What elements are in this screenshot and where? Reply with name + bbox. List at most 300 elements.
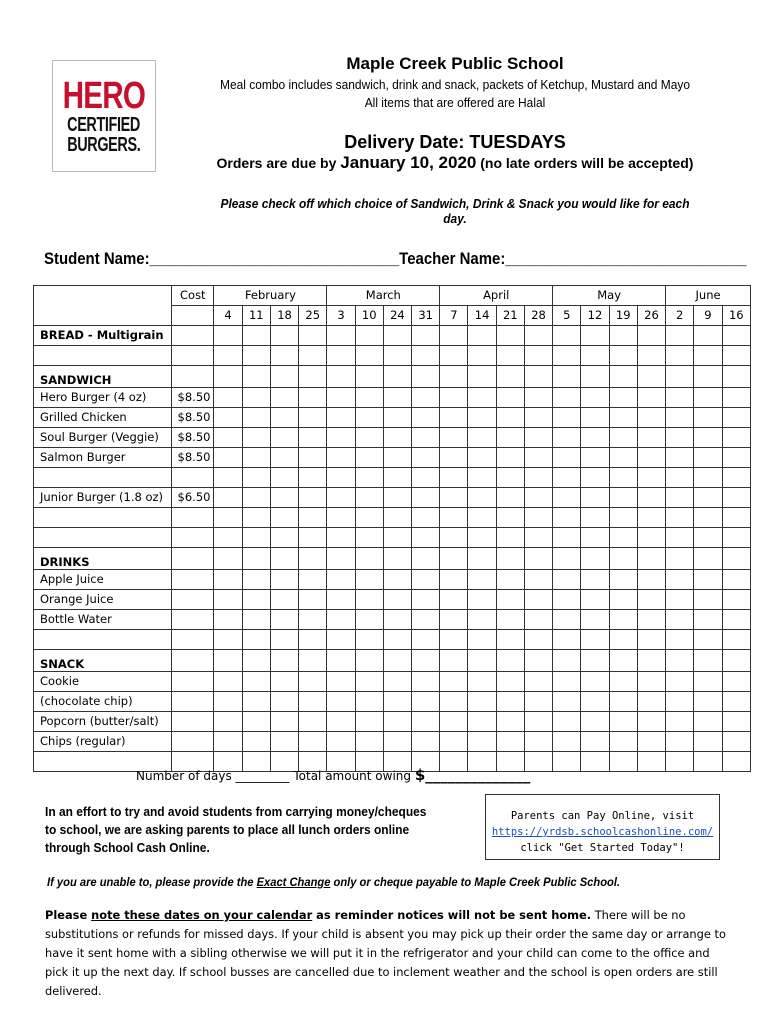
order-checkbox-cell[interactable]	[553, 408, 581, 428]
order-checkbox-cell[interactable]	[553, 610, 581, 630]
order-checkbox-cell[interactable]	[609, 388, 637, 408]
order-checkbox-cell[interactable]	[440, 692, 468, 712]
order-checkbox-cell[interactable]	[327, 508, 355, 528]
order-checkbox-cell[interactable]	[214, 610, 242, 630]
order-checkbox-cell[interactable]	[609, 468, 637, 488]
order-checkbox-cell[interactable]	[581, 448, 609, 468]
order-checkbox-cell[interactable]	[524, 468, 552, 488]
order-checkbox-cell[interactable]	[412, 346, 440, 366]
order-checkbox-cell[interactable]	[524, 388, 552, 408]
order-checkbox-cell[interactable]	[637, 448, 665, 468]
order-checkbox-cell[interactable]	[722, 388, 750, 408]
order-checkbox-cell[interactable]	[355, 528, 383, 548]
order-checkbox-cell[interactable]	[694, 752, 722, 772]
order-checkbox-cell[interactable]	[581, 388, 609, 408]
order-checkbox-cell[interactable]	[383, 590, 411, 610]
order-checkbox-cell[interactable]	[694, 672, 722, 692]
order-checkbox-cell[interactable]	[214, 712, 242, 732]
order-checkbox-cell[interactable]	[553, 570, 581, 590]
order-checkbox-cell[interactable]	[440, 408, 468, 428]
order-checkbox-cell[interactable]	[299, 650, 327, 672]
order-checkbox-cell[interactable]	[496, 326, 524, 346]
order-checkbox-cell[interactable]	[299, 428, 327, 448]
order-checkbox-cell[interactable]	[355, 428, 383, 448]
order-checkbox-cell[interactable]	[440, 366, 468, 388]
order-checkbox-cell[interactable]	[496, 528, 524, 548]
order-checkbox-cell[interactable]	[496, 448, 524, 468]
order-checkbox-cell[interactable]	[637, 610, 665, 630]
order-checkbox-cell[interactable]	[327, 448, 355, 468]
order-checkbox-cell[interactable]	[270, 366, 298, 388]
order-checkbox-cell[interactable]	[553, 650, 581, 672]
order-checkbox-cell[interactable]	[666, 712, 694, 732]
order-checkbox-cell[interactable]	[524, 610, 552, 630]
order-checkbox-cell[interactable]	[524, 428, 552, 448]
order-checkbox-cell[interactable]	[412, 548, 440, 570]
order-checkbox-cell[interactable]	[468, 630, 496, 650]
order-checkbox-cell[interactable]	[440, 548, 468, 570]
order-checkbox-cell[interactable]	[637, 408, 665, 428]
order-checkbox-cell[interactable]	[270, 528, 298, 548]
order-checkbox-cell[interactable]	[214, 630, 242, 650]
order-checkbox-cell[interactable]	[383, 650, 411, 672]
order-checkbox-cell[interactable]	[524, 346, 552, 366]
order-checkbox-cell[interactable]	[468, 408, 496, 428]
order-checkbox-cell[interactable]	[327, 428, 355, 448]
order-checkbox-cell[interactable]	[299, 630, 327, 650]
order-checkbox-cell[interactable]	[412, 732, 440, 752]
order-checkbox-cell[interactable]	[637, 326, 665, 346]
order-checkbox-cell[interactable]	[468, 388, 496, 408]
order-checkbox-cell[interactable]	[327, 650, 355, 672]
order-checkbox-cell[interactable]	[496, 508, 524, 528]
order-checkbox-cell[interactable]	[666, 650, 694, 672]
order-checkbox-cell[interactable]	[299, 570, 327, 590]
order-checkbox-cell[interactable]	[468, 528, 496, 548]
order-checkbox-cell[interactable]	[666, 752, 694, 772]
order-checkbox-cell[interactable]	[637, 528, 665, 548]
order-checkbox-cell[interactable]	[694, 590, 722, 610]
order-checkbox-cell[interactable]	[355, 468, 383, 488]
order-checkbox-cell[interactable]	[412, 630, 440, 650]
order-checkbox-cell[interactable]	[440, 346, 468, 366]
order-checkbox-cell[interactable]	[694, 528, 722, 548]
order-checkbox-cell[interactable]	[524, 326, 552, 346]
order-checkbox-cell[interactable]	[609, 672, 637, 692]
order-checkbox-cell[interactable]	[637, 346, 665, 366]
order-checkbox-cell[interactable]	[270, 548, 298, 570]
order-checkbox-cell[interactable]	[270, 488, 298, 508]
order-checkbox-cell[interactable]	[553, 712, 581, 732]
order-checkbox-cell[interactable]	[609, 448, 637, 468]
order-checkbox-cell[interactable]	[609, 548, 637, 570]
order-checkbox-cell[interactable]	[581, 548, 609, 570]
order-checkbox-cell[interactable]	[553, 468, 581, 488]
order-checkbox-cell[interactable]	[496, 732, 524, 752]
order-checkbox-cell[interactable]	[270, 326, 298, 346]
order-checkbox-cell[interactable]	[553, 488, 581, 508]
order-checkbox-cell[interactable]	[694, 692, 722, 712]
order-checkbox-cell[interactable]	[383, 672, 411, 692]
order-checkbox-cell[interactable]	[355, 326, 383, 346]
order-checkbox-cell[interactable]	[299, 488, 327, 508]
order-checkbox-cell[interactable]	[299, 508, 327, 528]
order-checkbox-cell[interactable]	[722, 488, 750, 508]
order-checkbox-cell[interactable]	[383, 528, 411, 548]
order-checkbox-cell[interactable]	[270, 692, 298, 712]
order-checkbox-cell[interactable]	[694, 508, 722, 528]
order-checkbox-cell[interactable]	[214, 732, 242, 752]
order-checkbox-cell[interactable]	[270, 570, 298, 590]
order-checkbox-cell[interactable]	[355, 590, 383, 610]
order-checkbox-cell[interactable]	[383, 468, 411, 488]
order-checkbox-cell[interactable]	[440, 488, 468, 508]
order-checkbox-cell[interactable]	[355, 346, 383, 366]
order-checkbox-cell[interactable]	[524, 548, 552, 570]
school-cash-link[interactable]: https://yrdsb.schoolcashonline.com/	[491, 826, 714, 838]
order-checkbox-cell[interactable]	[242, 528, 270, 548]
order-checkbox-cell[interactable]	[496, 388, 524, 408]
order-checkbox-cell[interactable]	[327, 408, 355, 428]
order-checkbox-cell[interactable]	[722, 346, 750, 366]
order-checkbox-cell[interactable]	[383, 610, 411, 630]
order-checkbox-cell[interactable]	[524, 732, 552, 752]
order-checkbox-cell[interactable]	[214, 590, 242, 610]
order-checkbox-cell[interactable]	[214, 650, 242, 672]
order-checkbox-cell[interactable]	[609, 528, 637, 548]
order-checkbox-cell[interactable]	[581, 488, 609, 508]
order-checkbox-cell[interactable]	[553, 448, 581, 468]
order-checkbox-cell[interactable]	[468, 650, 496, 672]
order-checkbox-cell[interactable]	[355, 366, 383, 388]
order-checkbox-cell[interactable]	[581, 366, 609, 388]
order-checkbox-cell[interactable]	[242, 732, 270, 752]
order-checkbox-cell[interactable]	[468, 548, 496, 570]
order-checkbox-cell[interactable]	[242, 570, 270, 590]
order-checkbox-cell[interactable]	[722, 692, 750, 712]
order-checkbox-cell[interactable]	[242, 428, 270, 448]
order-checkbox-cell[interactable]	[722, 712, 750, 732]
order-checkbox-cell[interactable]	[270, 448, 298, 468]
order-checkbox-cell[interactable]	[355, 692, 383, 712]
order-checkbox-cell[interactable]	[242, 326, 270, 346]
order-checkbox-cell[interactable]	[496, 366, 524, 388]
order-checkbox-cell[interactable]	[468, 570, 496, 590]
order-checkbox-cell[interactable]	[468, 610, 496, 630]
order-checkbox-cell[interactable]	[468, 366, 496, 388]
order-checkbox-cell[interactable]	[609, 610, 637, 630]
order-checkbox-cell[interactable]	[722, 732, 750, 752]
order-checkbox-cell[interactable]	[637, 488, 665, 508]
order-checkbox-cell[interactable]	[327, 630, 355, 650]
order-checkbox-cell[interactable]	[694, 408, 722, 428]
order-checkbox-cell[interactable]	[440, 712, 468, 732]
order-checkbox-cell[interactable]	[440, 326, 468, 346]
order-checkbox-cell[interactable]	[242, 712, 270, 732]
order-checkbox-cell[interactable]	[383, 346, 411, 366]
order-checkbox-cell[interactable]	[270, 650, 298, 672]
order-checkbox-cell[interactable]	[496, 610, 524, 630]
order-checkbox-cell[interactable]	[242, 672, 270, 692]
order-checkbox-cell[interactable]	[524, 672, 552, 692]
order-checkbox-cell[interactable]	[609, 488, 637, 508]
order-checkbox-cell[interactable]	[242, 448, 270, 468]
order-checkbox-cell[interactable]	[383, 448, 411, 468]
order-checkbox-cell[interactable]	[637, 428, 665, 448]
order-checkbox-cell[interactable]	[270, 468, 298, 488]
order-checkbox-cell[interactable]	[270, 712, 298, 732]
order-checkbox-cell[interactable]	[299, 528, 327, 548]
order-checkbox-cell[interactable]	[383, 326, 411, 346]
order-checkbox-cell[interactable]	[270, 388, 298, 408]
order-checkbox-cell[interactable]	[327, 468, 355, 488]
order-checkbox-cell[interactable]	[637, 752, 665, 772]
order-checkbox-cell[interactable]	[327, 732, 355, 752]
order-checkbox-cell[interactable]	[468, 692, 496, 712]
order-checkbox-cell[interactable]	[722, 528, 750, 548]
order-checkbox-cell[interactable]	[581, 326, 609, 346]
order-checkbox-cell[interactable]	[496, 468, 524, 488]
order-checkbox-cell[interactable]	[553, 548, 581, 570]
order-checkbox-cell[interactable]	[553, 752, 581, 772]
order-checkbox-cell[interactable]	[496, 548, 524, 570]
order-checkbox-cell[interactable]	[722, 508, 750, 528]
order-checkbox-cell[interactable]	[496, 630, 524, 650]
order-checkbox-cell[interactable]	[270, 346, 298, 366]
order-checkbox-cell[interactable]	[722, 650, 750, 672]
order-checkbox-cell[interactable]	[270, 630, 298, 650]
order-checkbox-cell[interactable]	[299, 712, 327, 732]
order-checkbox-cell[interactable]	[270, 672, 298, 692]
order-checkbox-cell[interactable]	[468, 428, 496, 448]
order-checkbox-cell[interactable]	[581, 428, 609, 448]
order-checkbox-cell[interactable]	[327, 692, 355, 712]
order-checkbox-cell[interactable]	[524, 630, 552, 650]
order-checkbox-cell[interactable]	[581, 712, 609, 732]
order-checkbox-cell[interactable]	[694, 570, 722, 590]
order-checkbox-cell[interactable]	[666, 428, 694, 448]
order-checkbox-cell[interactable]	[694, 548, 722, 570]
order-checkbox-cell[interactable]	[637, 672, 665, 692]
order-checkbox-cell[interactable]	[242, 548, 270, 570]
order-checkbox-cell[interactable]	[694, 630, 722, 650]
order-checkbox-cell[interactable]	[666, 548, 694, 570]
order-checkbox-cell[interactable]	[496, 672, 524, 692]
order-checkbox-cell[interactable]	[666, 528, 694, 548]
order-checkbox-cell[interactable]	[637, 650, 665, 672]
order-checkbox-cell[interactable]	[242, 346, 270, 366]
order-checkbox-cell[interactable]	[355, 388, 383, 408]
order-checkbox-cell[interactable]	[214, 388, 242, 408]
order-checkbox-cell[interactable]	[270, 428, 298, 448]
order-checkbox-cell[interactable]	[440, 630, 468, 650]
order-checkbox-cell[interactable]	[214, 548, 242, 570]
order-checkbox-cell[interactable]	[553, 388, 581, 408]
order-checkbox-cell[interactable]	[666, 448, 694, 468]
order-checkbox-cell[interactable]	[383, 548, 411, 570]
order-checkbox-cell[interactable]	[637, 508, 665, 528]
order-checkbox-cell[interactable]	[242, 508, 270, 528]
order-checkbox-cell[interactable]	[524, 508, 552, 528]
order-checkbox-cell[interactable]	[666, 610, 694, 630]
order-checkbox-cell[interactable]	[609, 590, 637, 610]
order-checkbox-cell[interactable]	[666, 570, 694, 590]
order-checkbox-cell[interactable]	[694, 468, 722, 488]
order-checkbox-cell[interactable]	[355, 732, 383, 752]
order-checkbox-cell[interactable]	[609, 650, 637, 672]
order-checkbox-cell[interactable]	[355, 508, 383, 528]
order-checkbox-cell[interactable]	[581, 570, 609, 590]
order-checkbox-cell[interactable]	[214, 488, 242, 508]
order-checkbox-cell[interactable]	[496, 590, 524, 610]
order-checkbox-cell[interactable]	[412, 508, 440, 528]
order-checkbox-cell[interactable]	[299, 590, 327, 610]
order-checkbox-cell[interactable]	[609, 712, 637, 732]
order-checkbox-cell[interactable]	[694, 732, 722, 752]
order-checkbox-cell[interactable]	[412, 428, 440, 448]
order-checkbox-cell[interactable]	[609, 346, 637, 366]
order-checkbox-cell[interactable]	[299, 366, 327, 388]
order-checkbox-cell[interactable]	[355, 570, 383, 590]
order-checkbox-cell[interactable]	[270, 732, 298, 752]
order-checkbox-cell[interactable]	[383, 388, 411, 408]
order-checkbox-cell[interactable]	[355, 650, 383, 672]
order-checkbox-cell[interactable]	[214, 346, 242, 366]
order-checkbox-cell[interactable]	[694, 448, 722, 468]
order-checkbox-cell[interactable]	[412, 468, 440, 488]
order-checkbox-cell[interactable]	[383, 630, 411, 650]
order-checkbox-cell[interactable]	[609, 508, 637, 528]
order-checkbox-cell[interactable]	[637, 570, 665, 590]
order-checkbox-cell[interactable]	[694, 428, 722, 448]
order-checkbox-cell[interactable]	[355, 408, 383, 428]
order-checkbox-cell[interactable]	[412, 528, 440, 548]
order-checkbox-cell[interactable]	[327, 712, 355, 732]
order-checkbox-cell[interactable]	[383, 408, 411, 428]
order-checkbox-cell[interactable]	[694, 366, 722, 388]
order-checkbox-cell[interactable]	[327, 528, 355, 548]
order-checkbox-cell[interactable]	[242, 408, 270, 428]
order-checkbox-cell[interactable]	[299, 548, 327, 570]
order-checkbox-cell[interactable]	[468, 468, 496, 488]
order-checkbox-cell[interactable]	[581, 346, 609, 366]
order-checkbox-cell[interactable]	[553, 346, 581, 366]
order-checkbox-cell[interactable]	[412, 488, 440, 508]
order-checkbox-cell[interactable]	[722, 408, 750, 428]
order-checkbox-cell[interactable]	[581, 508, 609, 528]
order-checkbox-cell[interactable]	[496, 570, 524, 590]
order-checkbox-cell[interactable]	[468, 732, 496, 752]
order-checkbox-cell[interactable]	[694, 346, 722, 366]
order-checkbox-cell[interactable]	[722, 590, 750, 610]
order-checkbox-cell[interactable]	[666, 672, 694, 692]
order-checkbox-cell[interactable]	[496, 428, 524, 448]
order-checkbox-cell[interactable]	[214, 528, 242, 548]
order-checkbox-cell[interactable]	[553, 590, 581, 610]
order-checkbox-cell[interactable]	[581, 672, 609, 692]
order-checkbox-cell[interactable]	[327, 346, 355, 366]
teacher-name-field[interactable]: Teacher Name:_____________________________	[399, 249, 747, 268]
order-checkbox-cell[interactable]	[609, 630, 637, 650]
order-checkbox-cell[interactable]	[524, 408, 552, 428]
order-checkbox-cell[interactable]	[383, 732, 411, 752]
order-checkbox-cell[interactable]	[524, 448, 552, 468]
order-checkbox-cell[interactable]	[666, 692, 694, 712]
order-checkbox-cell[interactable]	[299, 408, 327, 428]
order-checkbox-cell[interactable]	[694, 650, 722, 672]
order-checkbox-cell[interactable]	[637, 630, 665, 650]
order-checkbox-cell[interactable]	[270, 590, 298, 610]
order-checkbox-cell[interactable]	[412, 610, 440, 630]
number-of-days-field[interactable]: Number of days _________ Total amount owing	[136, 769, 415, 783]
order-checkbox-cell[interactable]	[609, 428, 637, 448]
order-checkbox-cell[interactable]	[581, 732, 609, 752]
order-checkbox-cell[interactable]	[214, 672, 242, 692]
order-checkbox-cell[interactable]	[553, 630, 581, 650]
order-checkbox-cell[interactable]	[609, 692, 637, 712]
order-checkbox-cell[interactable]	[722, 610, 750, 630]
order-checkbox-cell[interactable]	[468, 672, 496, 692]
order-checkbox-cell[interactable]	[637, 692, 665, 712]
order-checkbox-cell[interactable]	[355, 610, 383, 630]
order-checkbox-cell[interactable]	[355, 712, 383, 732]
order-checkbox-cell[interactable]	[270, 508, 298, 528]
order-checkbox-cell[interactable]	[722, 672, 750, 692]
order-checkbox-cell[interactable]	[412, 712, 440, 732]
order-checkbox-cell[interactable]	[524, 366, 552, 388]
order-checkbox-cell[interactable]	[327, 548, 355, 570]
order-checkbox-cell[interactable]	[637, 468, 665, 488]
order-checkbox-cell[interactable]	[242, 610, 270, 630]
order-checkbox-cell[interactable]	[496, 712, 524, 732]
order-checkbox-cell[interactable]	[637, 366, 665, 388]
order-checkbox-cell[interactable]	[581, 468, 609, 488]
order-checkbox-cell[interactable]	[299, 610, 327, 630]
order-checkbox-cell[interactable]	[242, 468, 270, 488]
order-checkbox-cell[interactable]	[666, 630, 694, 650]
order-checkbox-cell[interactable]	[214, 692, 242, 712]
order-checkbox-cell[interactable]	[637, 548, 665, 570]
order-checkbox-cell[interactable]	[355, 630, 383, 650]
order-checkbox-cell[interactable]	[666, 366, 694, 388]
order-checkbox-cell[interactable]	[327, 488, 355, 508]
order-checkbox-cell[interactable]	[496, 650, 524, 672]
order-checkbox-cell[interactable]	[722, 752, 750, 772]
order-checkbox-cell[interactable]	[524, 570, 552, 590]
order-checkbox-cell[interactable]	[496, 692, 524, 712]
order-checkbox-cell[interactable]	[637, 732, 665, 752]
order-checkbox-cell[interactable]	[581, 752, 609, 772]
order-checkbox-cell[interactable]	[553, 508, 581, 528]
order-checkbox-cell[interactable]	[412, 650, 440, 672]
order-checkbox-cell[interactable]	[412, 692, 440, 712]
order-checkbox-cell[interactable]	[383, 570, 411, 590]
order-checkbox-cell[interactable]	[327, 610, 355, 630]
order-checkbox-cell[interactable]	[468, 326, 496, 346]
order-checkbox-cell[interactable]	[327, 388, 355, 408]
order-checkbox-cell[interactable]	[327, 570, 355, 590]
order-checkbox-cell[interactable]	[327, 590, 355, 610]
order-checkbox-cell[interactable]	[722, 570, 750, 590]
order-checkbox-cell[interactable]	[327, 366, 355, 388]
order-checkbox-cell[interactable]	[581, 610, 609, 630]
order-checkbox-cell[interactable]	[440, 570, 468, 590]
order-checkbox-cell[interactable]	[242, 590, 270, 610]
order-checkbox-cell[interactable]	[553, 732, 581, 752]
order-checkbox-cell[interactable]	[553, 692, 581, 712]
order-checkbox-cell[interactable]	[666, 488, 694, 508]
order-checkbox-cell[interactable]	[327, 326, 355, 346]
